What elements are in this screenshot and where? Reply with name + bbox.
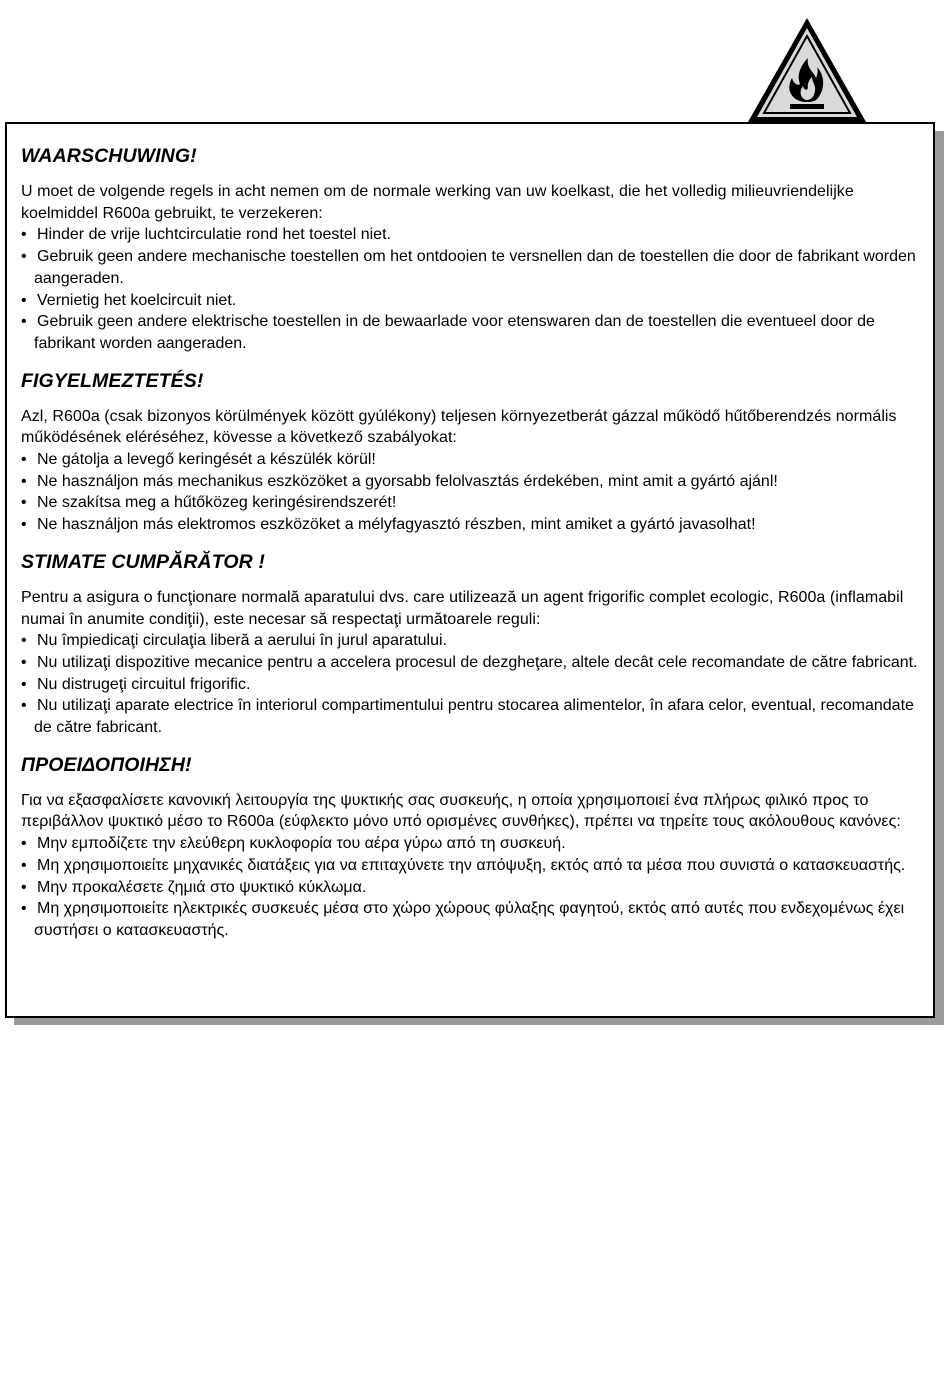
bullet: • <box>21 248 27 266</box>
section-heading: STIMATE CUMPĂRĂTOR ! <box>21 550 265 573</box>
list-item: • Μην εμποδίζετε την ελεύθερη κυκλοφορία του αέρα γύρω από τη συσκευή. <box>21 833 921 855</box>
section-intro: Για να εξασφαλίσετε κανονική λειτουργία της ψυκτικής σας συσκευής, η οποία χρησιμοποιεί ένα πλήρως φιλικό προς το περιβάλλον ψυκτικό μέσο το R600a (εύφλεκτο μόνο υπό ορισμένες συνθήκες), πρέπει να τηρείτε τους ακόλουθους κανόνες: <box>21 791 901 831</box>
list-item: • Gebruik geen andere mechanische toestellen om het ontdooien te versnellen dan de toestellen die door de fabrikant worden aangeraden. <box>21 248 916 287</box>
list-item: • Μη χρησιμοποιείτε μηχανικές διατάξεις για να επιταχύνετε την απόψυξη, εκτός από τα μέσα που συνιστά ο κατασκευαστής. <box>21 855 921 877</box>
bullet: • <box>21 291 27 309</box>
warning-box <box>5 122 935 1018</box>
bullet: • <box>21 226 27 244</box>
list-item: • Vernietig het koelcircuit niet. <box>21 290 921 312</box>
list-item: • Gebruik geen andere elektrische toestellen in de bewaarlade voor etenswaren dan de toestellen die eventueel door de fabrikant worden aangeraden. <box>21 313 875 352</box>
section-dutch <box>21 144 921 355</box>
bullet: • <box>21 313 27 331</box>
section-romanian <box>21 550 921 739</box>
bullet: • <box>21 697 27 715</box>
rules-list <box>21 833 921 942</box>
bullet: • <box>21 494 27 512</box>
section-intro: U moet de volgende regels in acht nemen om de normale werking van uw koelkast, die het volledig milieuvriendelijke koelmiddel R600a gebruikt, te verzekeren: <box>21 183 854 222</box>
bullet: • <box>21 451 27 469</box>
section-heading: ΠΡΟΕΙΔΟΠΟΙΗΣΗ! <box>21 753 192 776</box>
bullet: • <box>21 516 27 534</box>
list-item: • Nu distrugeţi circuitul frigorific. <box>21 674 921 696</box>
bullet: • <box>21 653 27 671</box>
bullet: • <box>21 856 27 874</box>
rules-list <box>21 630 921 739</box>
list-item: • Nu utilizaţi aparate electrice în interiorul compartimentului pentru stocarea alimentelor, în afara celor, eventual, recomandate de către fabricant. <box>21 697 914 737</box>
rules-list <box>21 449 921 536</box>
list-item: • Ne használjon más mechanikus eszközöket a gyorsabb felolvasztás érdekében, mint amit a gyártó ajánl! <box>21 471 921 493</box>
section-heading: FIGYELMEZTETÉS! <box>21 369 204 392</box>
warning-content <box>21 144 921 942</box>
list-item: • Ne szakítsa meg a hűtőközeg keringésirendszerét! <box>21 492 921 514</box>
bullet: • <box>21 632 27 650</box>
section-intro: Pentru a asigura o funcţionare normală aparatului dvs. care utilizează un agent frigorific complet ecologic, R600a (inflamabil numai în anumite condiţii), este necesar să respectaţi următoarele reguli: <box>21 588 904 628</box>
bullet: • <box>21 472 27 490</box>
list-item: • Nu utilizaţi dispozitive mecanice pentru a accelera procesul de dezgheţare, altele decât cele recomandate de către fabricant. <box>21 652 921 674</box>
list-item: • Hinder de vrije luchtcirculatie rond het toestel niet. <box>21 224 921 246</box>
list-item: • Ne gátolja a levegő keringését a készülék körül! <box>21 449 921 471</box>
section-heading: WAARSCHUWING! <box>21 145 197 167</box>
rules-list <box>21 224 921 354</box>
list-item: • Nu împiedicaţi circulaţia liberă a aerului în jurul aparatului. <box>21 630 921 652</box>
bullet: • <box>21 675 27 693</box>
section-hungarian <box>21 369 921 536</box>
section-greek <box>21 753 921 942</box>
list-item: • Μη χρησιμοποιείτε ηλεκτρικές συσκευές μέσα στο χώρο χώρους φύλαξης φαγητού, εκτός από αυτές που ενδεχομένως έχει συστήσει ο κατασκευαστής. <box>21 900 905 939</box>
bullet: • <box>21 900 27 918</box>
bullet: • <box>21 878 27 896</box>
list-item: • Μην προκαλέσετε ζημιά στο ψυκτικό κύκλωμα. <box>21 877 921 899</box>
section-intro: Azl, R600a (csak bizonyos körülmények között gyúlékony) teljesen környezetberát gázzal működő hűtőberendzés normális működésének eléréséhez, kövesse a következő szabályokat: <box>21 407 897 447</box>
bullet: • <box>21 835 27 853</box>
flammable-warning-icon <box>746 16 868 124</box>
list-item: • Ne használjon más elektromos eszközöket a mélyfagyasztó részben, mint amiket a gyártó javasolhat! <box>21 514 921 536</box>
